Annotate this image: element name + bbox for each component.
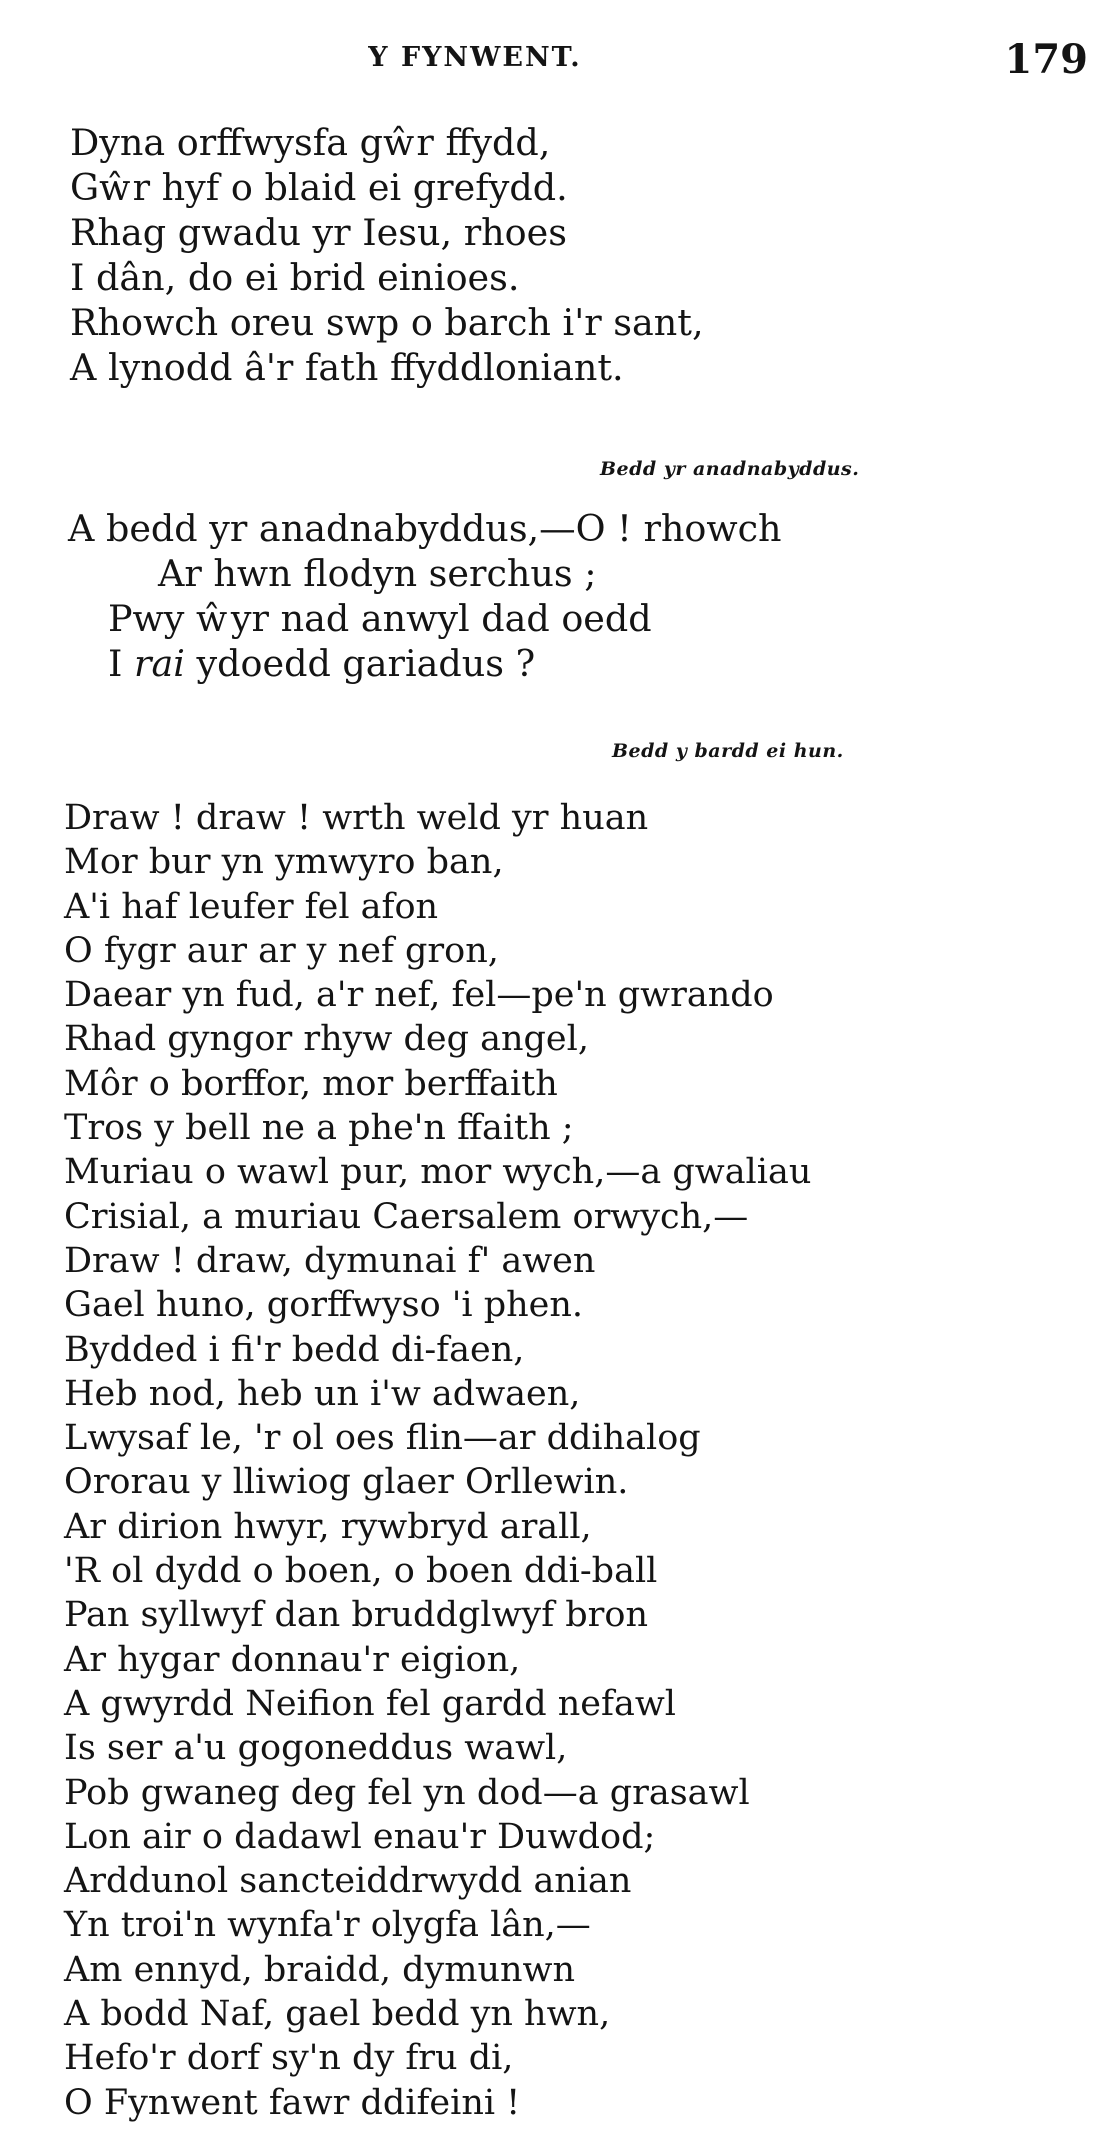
poem-line: Gael huno, gorffwyso 'i phen. [64,1285,584,1326]
poem-line: Rhad gyngor rhyw deg angel, [64,1019,589,1060]
poem-line: Arddunol sancteiddrwydd anian [64,1861,632,1902]
poem-line: Lwysaf le, 'r ol oes flin—ar ddihalog [64,1418,701,1459]
poem-line: Hefo'r dorf sy'n dy fru di, [64,2038,514,2079]
poem-line: Crisial, a muriau Caersalem orwych,— [64,1196,749,1237]
poem-line: Am ennyd, braidd, dymunwn [64,1949,576,1990]
stanza-bedd-bardd [64,796,811,2125]
poem-line: Ar hygar donnau'r eigion, [64,1639,521,1680]
poem-line: Rhag gwadu yr Iesu, rhoes [70,211,567,254]
poem-line: A bodd Naf, gael bedd yn hwn, [64,1994,611,2035]
line-prefix: I [108,642,123,685]
section-heading-bedd-anadnabyddus: Bedd yr anadnabyddus. [600,458,860,480]
poem-line: O fygr aur ar y nef gron, [64,930,499,971]
poem-line: A gwyrdd Neifion fel gardd nefawl [64,1683,676,1724]
poem-line: Pwy ŵyr nad anwyl dad oedd [108,597,652,640]
poem-line: Lon air o dadawl enau'r Duwdod; [64,1816,656,1857]
poem-line: Dyna orffwysfa gŵr ffydd, [70,121,551,164]
poem-line: A'i haf leufer fel afon [64,886,439,927]
stanza-bedd-anadnabyddus [68,506,782,686]
poem-line: Mor bur yn ymwyro ban, [64,842,504,883]
stanza-gwr-ffydd [70,120,704,390]
poem-line: Bydded i fi'r bedd di-faen, [64,1329,525,1370]
poem-line: Daear yn fud, a'r nef, fel—pe'n gwrando [64,975,774,1016]
poem-line: A bedd yr anadnabyddus,—O ! rhowch [68,507,782,550]
poem-line [68,641,782,686]
poem-line: Draw ! draw, dymunai f' awen [64,1240,596,1281]
page-number: 179 [1004,36,1088,83]
poem-line: 'R ol dydd o boen, o boen ddi-ball [64,1551,658,1592]
poem-line: Draw ! draw ! wrth weld yr huan [64,798,649,838]
section-heading-bedd-bardd: Bedd y bardd ei hun. [612,740,844,762]
poem-line: A lynodd â'r fath ffyddloniant. [70,346,624,389]
poem-line: Tros y bell ne a phe'n ffaith ; [64,1108,574,1149]
poem-line: Is ser a'u gogoneddus wawl, [64,1728,568,1769]
line-rest: ydoedd gariadus ? [196,642,536,685]
poem-line: Heb nod, heb un i'w adwaen, [64,1373,581,1414]
poem-line: I dân, do ei brid einioes. [70,256,520,299]
poem-line: Rhowch oreu swp o barch i'r sant, [70,301,704,344]
poem-line: Môr o borffor, mor berffaith [64,1063,558,1104]
poem-line: Ar dirion hwyr, rywbryd arall, [64,1506,592,1547]
poem-line: Pan syllwyf dan bruddglwyf bron [64,1595,649,1636]
poem-line: O Fynwent fawr ddifeini ! [64,2082,521,2123]
poem-line: Gŵr hyf o blaid ei grefydd. [70,166,568,209]
italic-word: rai [134,642,185,685]
poem-line: Pob gwaneg deg fel yn dod—a grasawl [64,1772,750,1813]
poem-line: Muriau o wawl pur, mor wych,—a gwaliau [64,1152,812,1193]
running-header-title: Y FYNWENT. [368,42,582,73]
poem-line: Yn troi'n wynfa'r olygfa lân,— [64,1905,591,1946]
poem-line: Ar hwn flodyn serchus ; [158,552,597,595]
poem-line: Ororau y lliwiog glaer Orllewin. [64,1462,629,1503]
